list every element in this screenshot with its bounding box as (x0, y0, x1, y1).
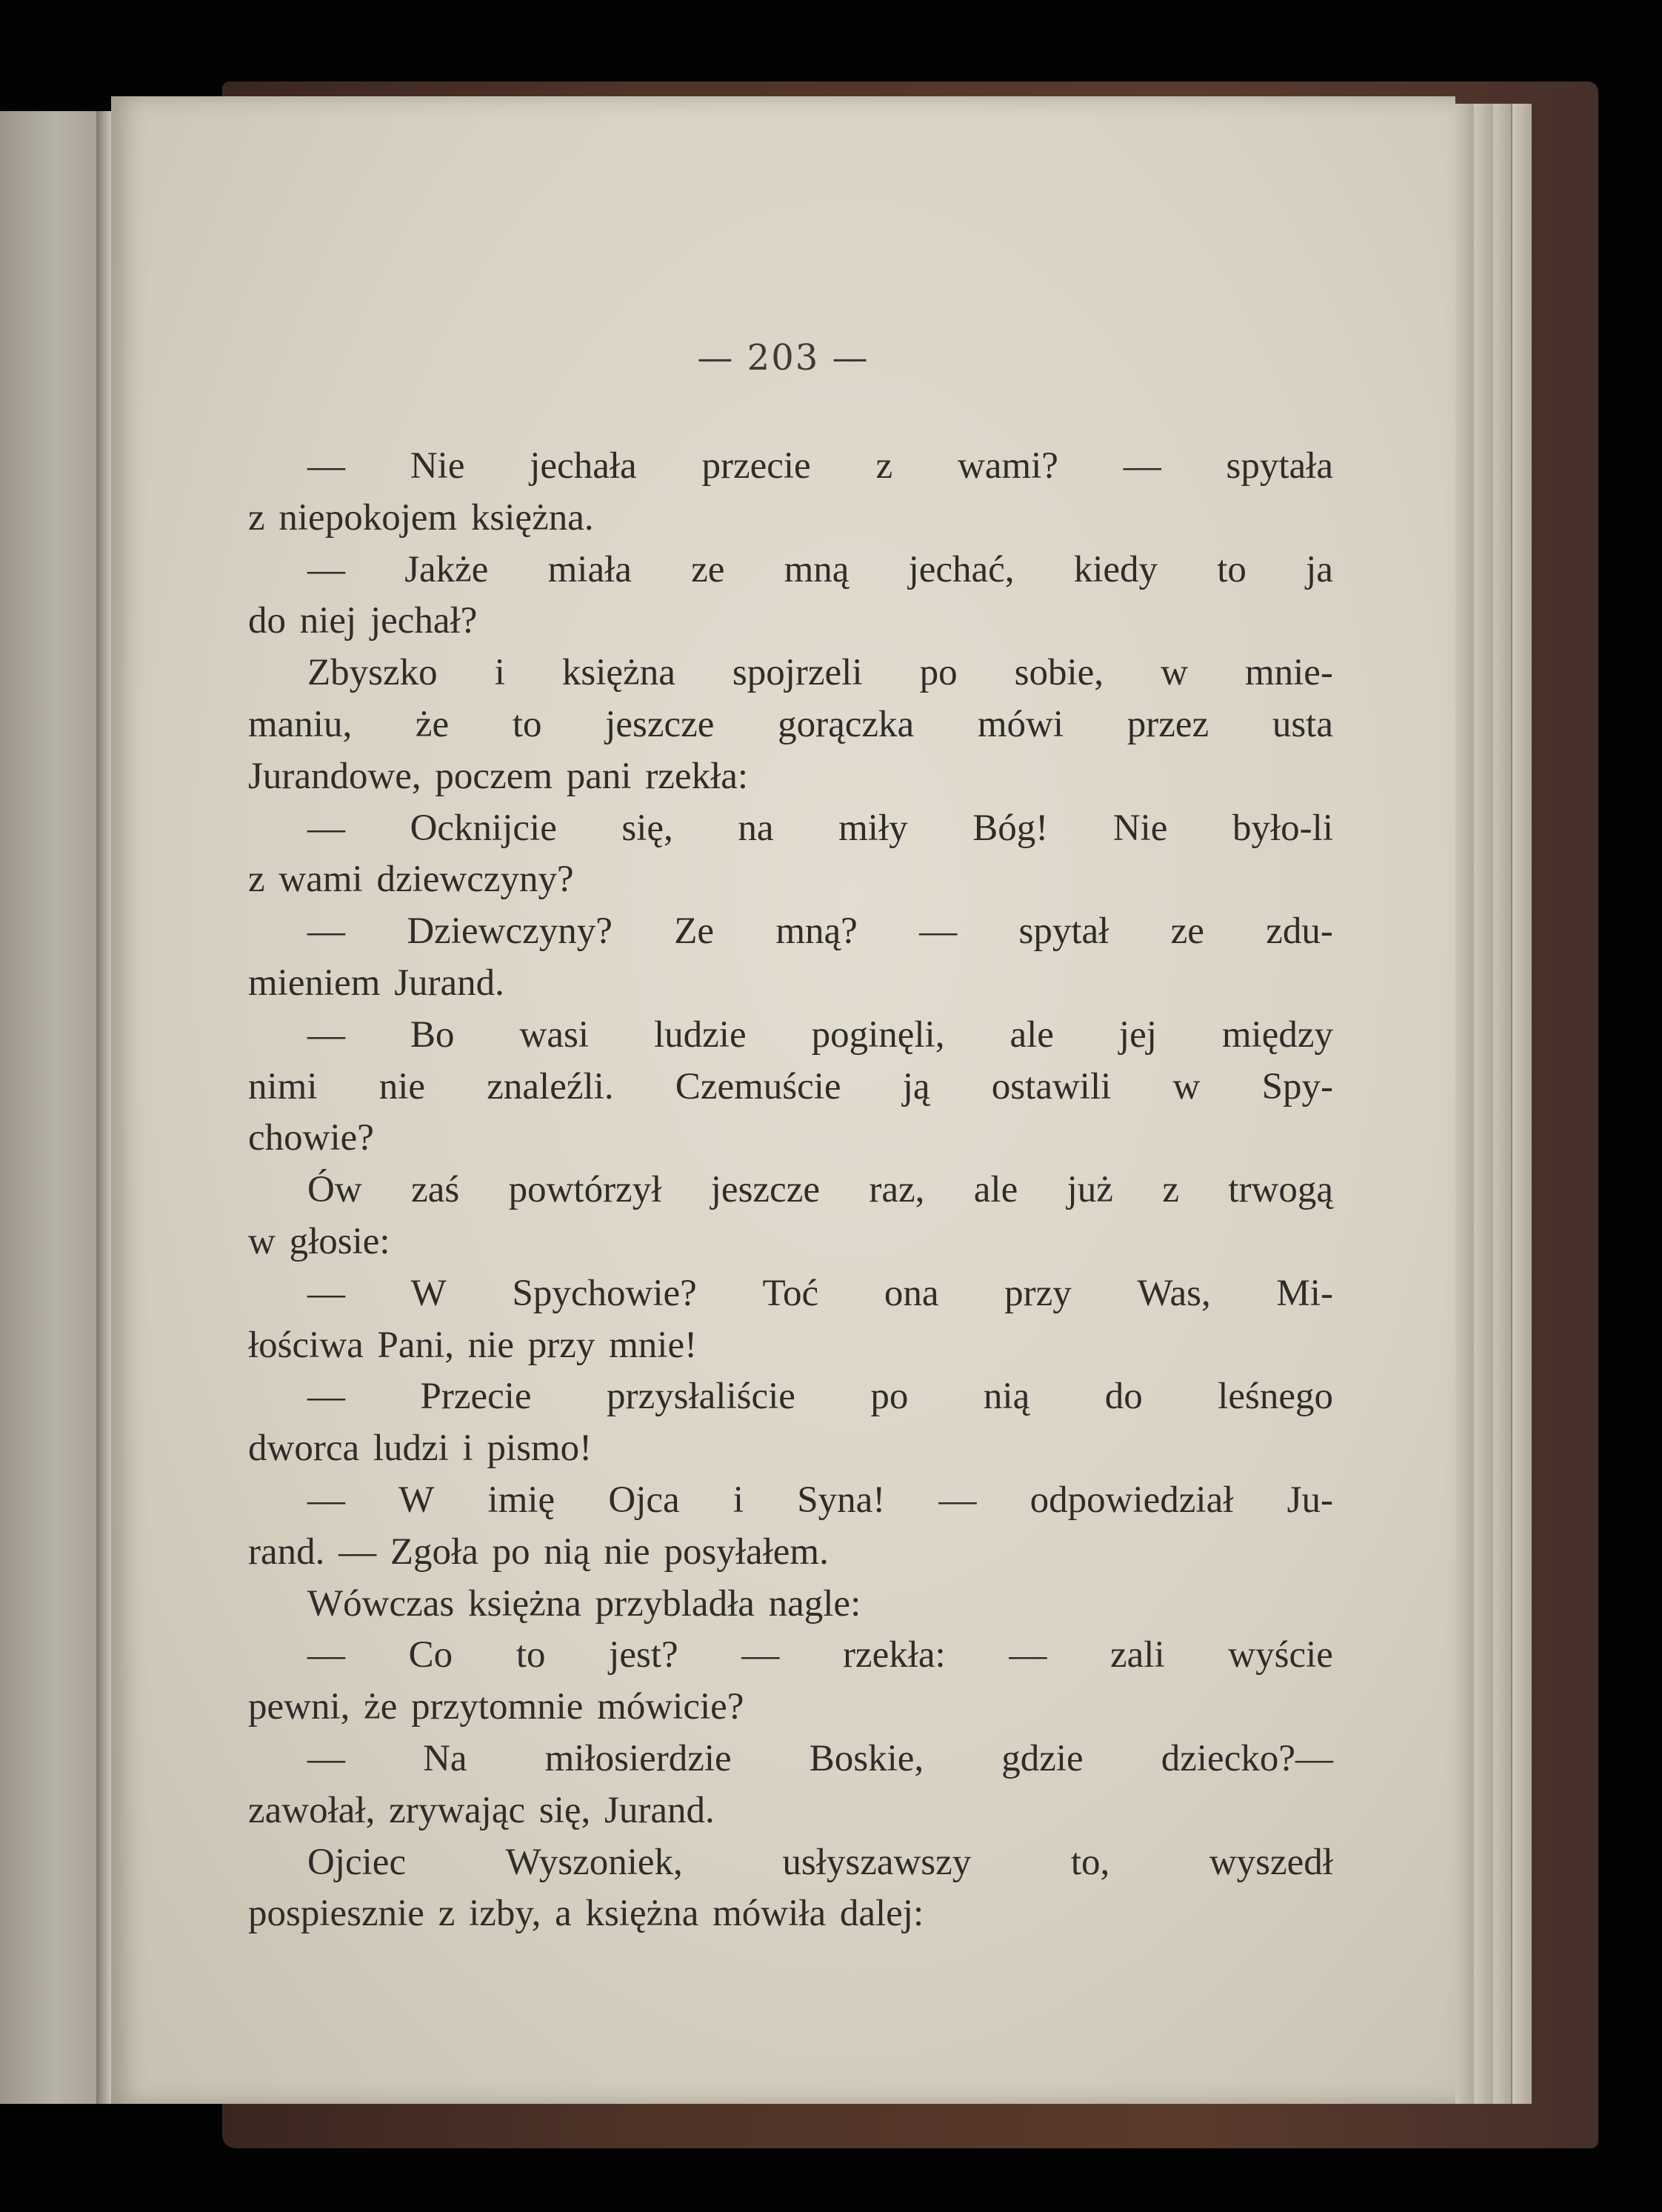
text-line: maniu, że to jeszcze gorączka mówi przez usta (248, 703, 1333, 745)
page-edge (1490, 104, 1511, 2104)
text-line: chowie? (248, 1117, 374, 1159)
text-line: łościwa Pani, nie przy mnie! (248, 1324, 698, 1366)
text-line: — Co to jest? — rzekła: — zali wyście (307, 1634, 1333, 1676)
text-line: Ojciec Wyszoniek, usłyszawszy to, wyszedł (307, 1841, 1333, 1883)
text-line: w głosie: (248, 1220, 390, 1262)
text-line: — Jakże miała ze mną jechać, kiedy to ja (307, 548, 1333, 590)
text-line: mieniem Jurand. (248, 962, 504, 1004)
text-line: Zbyszko i księżna spojrzeli po sobie, w mnie- (307, 652, 1333, 694)
text-line: — Przecie przysłaliście po nią do leśnego (307, 1376, 1333, 1418)
text-line: Ów zaś powtórzył jeszcze raz, ale już z trwogą (307, 1169, 1333, 1211)
text-line: rand. — Zgoła po nią nie posyłałem. (248, 1530, 829, 1573)
text-line: — Ocknijcie się, na miły Bóg! Nie było-li (307, 807, 1333, 849)
text-line: — Nie jechała przecie z wami? — spytała (307, 445, 1333, 487)
text-line: — Bo wasi ludzie poginęli, ale jej między (307, 1013, 1333, 1056)
text-line: — W Spychowie? Toć ona przy Was, Mi- (307, 1272, 1333, 1314)
text-line: — Na miłosierdzie Boskie, gdzie dziecko?— (307, 1737, 1333, 1779)
page-edge (1511, 104, 1532, 2104)
gutter-shadow (96, 111, 113, 2104)
text-line: pospiesznie z izby, a księżna mówiła dalej: (248, 1893, 924, 1935)
text-line: Wówczas księżna przybladła nagle: (307, 1582, 861, 1625)
text-line: pewni, że przytomnie mówicie? (248, 1686, 744, 1728)
text-line: nimi nie znaleźli. Czemuście ją ostawili w Spy- (248, 1065, 1333, 1107)
page-number: — 203 — (697, 337, 870, 379)
text-line: do niej jechał? (248, 600, 478, 642)
text-line: zawołał, zrywając się, Jurand. (248, 1789, 715, 1831)
previous-page (0, 111, 111, 2104)
text-line: — W imię Ojca i Syna! — odpowiedział Ju- (307, 1479, 1333, 1521)
text-line: z wami dziewczyny? (248, 859, 574, 901)
book-page (111, 96, 1455, 2104)
text-line: z niepokojem księżna. (248, 496, 594, 539)
page-edge (1453, 104, 1474, 2104)
text-line: dworca ludzi i pismo! (248, 1428, 593, 1470)
page-text (248, 441, 1333, 1940)
text-line: — Dziewczyny? Ze mną? — spytał ze zdu- (307, 910, 1333, 953)
text-line: Jurandowe, poczem pani rzekła: (248, 755, 749, 797)
page-edge (1472, 104, 1493, 2104)
